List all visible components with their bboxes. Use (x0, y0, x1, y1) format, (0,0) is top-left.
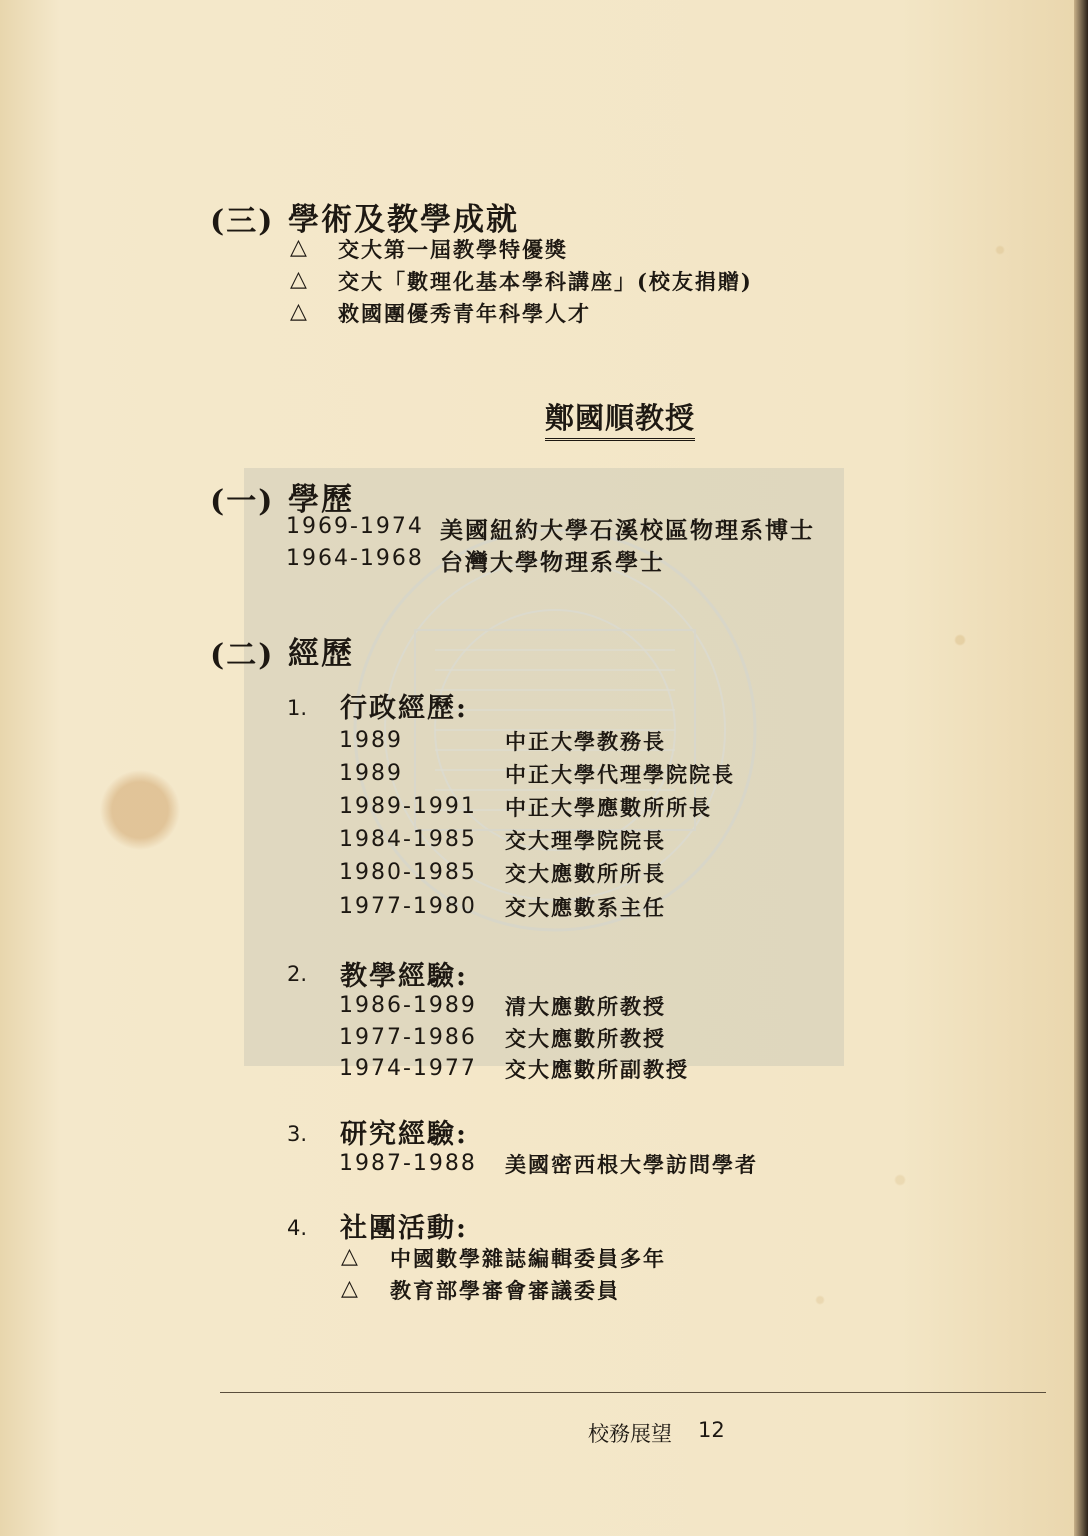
admin-title: 行政經歷: (340, 693, 468, 724)
bullet-triangle-icon: △ (290, 234, 307, 260)
teaching-position: 交大應數所副教授 (505, 1057, 689, 1082)
bullet-triangle-icon: △ (341, 1275, 358, 1301)
admin-position: 中正大學代理學院院長 (505, 762, 735, 787)
admin-position: 交大應數系主任 (505, 895, 666, 920)
community-number: 4. (287, 1216, 308, 1240)
research-position: 美國密西根大學訪問學者 (505, 1152, 758, 1177)
admin-position: 中正大學教務長 (505, 729, 666, 754)
bullet-triangle-icon: △ (341, 1243, 358, 1269)
community-item: 中國數學雜誌編輯委員多年 (390, 1246, 666, 1271)
education-number: (一) (210, 484, 275, 519)
admin-years: 1977-1980 (339, 894, 477, 919)
admin-years: 1984-1985 (339, 827, 477, 852)
research-title: 研究經驗: (340, 1119, 468, 1150)
bullet-triangle-icon: △ (290, 298, 307, 324)
admin-years: 1989 (339, 761, 403, 786)
teaching-position: 清大應數所教授 (505, 994, 666, 1019)
education-degree: 台灣大學物理系學士 (440, 549, 665, 576)
section-3-title: 學術及教學成就 (288, 202, 519, 238)
teaching-title: 教學經驗: (340, 961, 468, 992)
education-years: 1964-1968 (286, 546, 424, 571)
teaching-number: 2. (287, 962, 308, 986)
admin-years: 1989 (339, 728, 403, 753)
section-3-number: (三) (210, 204, 275, 239)
teaching-years: 1977-1986 (339, 1025, 477, 1050)
bullet-triangle-icon: △ (290, 266, 307, 292)
research-number: 3. (287, 1122, 308, 1146)
list-item: 交大「數理化基本學科講座」(校友捐贈) (338, 269, 753, 294)
profile-name-heading: 鄭國順教授 (545, 396, 695, 441)
education-title: 學歷 (288, 482, 354, 518)
admin-years: 1989-1991 (339, 794, 477, 819)
list-item: 交大第一屆教學特優獎 (338, 237, 568, 262)
page-number: 12 (698, 1418, 725, 1442)
teaching-position: 交大應數所教授 (505, 1026, 666, 1051)
education-degree: 美國紐約大學石溪校區物理系博士 (440, 517, 815, 544)
community-title: 社團活動: (340, 1213, 468, 1244)
education-years: 1969-1974 (286, 514, 424, 539)
admin-position: 中正大學應數所所長 (505, 795, 712, 820)
research-years: 1987-1988 (339, 1151, 477, 1176)
experience-title: 經歷 (288, 636, 354, 672)
teaching-years: 1986-1989 (339, 993, 477, 1018)
admin-position: 交大理學院院長 (505, 828, 666, 853)
footer-title: 校務展望 (588, 1422, 672, 1446)
experience-number: (二) (210, 638, 275, 673)
admin-number: 1. (287, 696, 308, 720)
list-item: 救國團優秀青年科學人才 (338, 301, 591, 326)
teaching-years: 1974-1977 (339, 1056, 477, 1081)
admin-position: 交大應數所所長 (505, 861, 666, 886)
admin-years: 1980-1985 (339, 860, 477, 885)
page-edge-shadow (1074, 0, 1088, 1536)
community-item: 教育部學審會審議委員 (390, 1278, 620, 1303)
footer-divider (220, 1392, 1046, 1393)
